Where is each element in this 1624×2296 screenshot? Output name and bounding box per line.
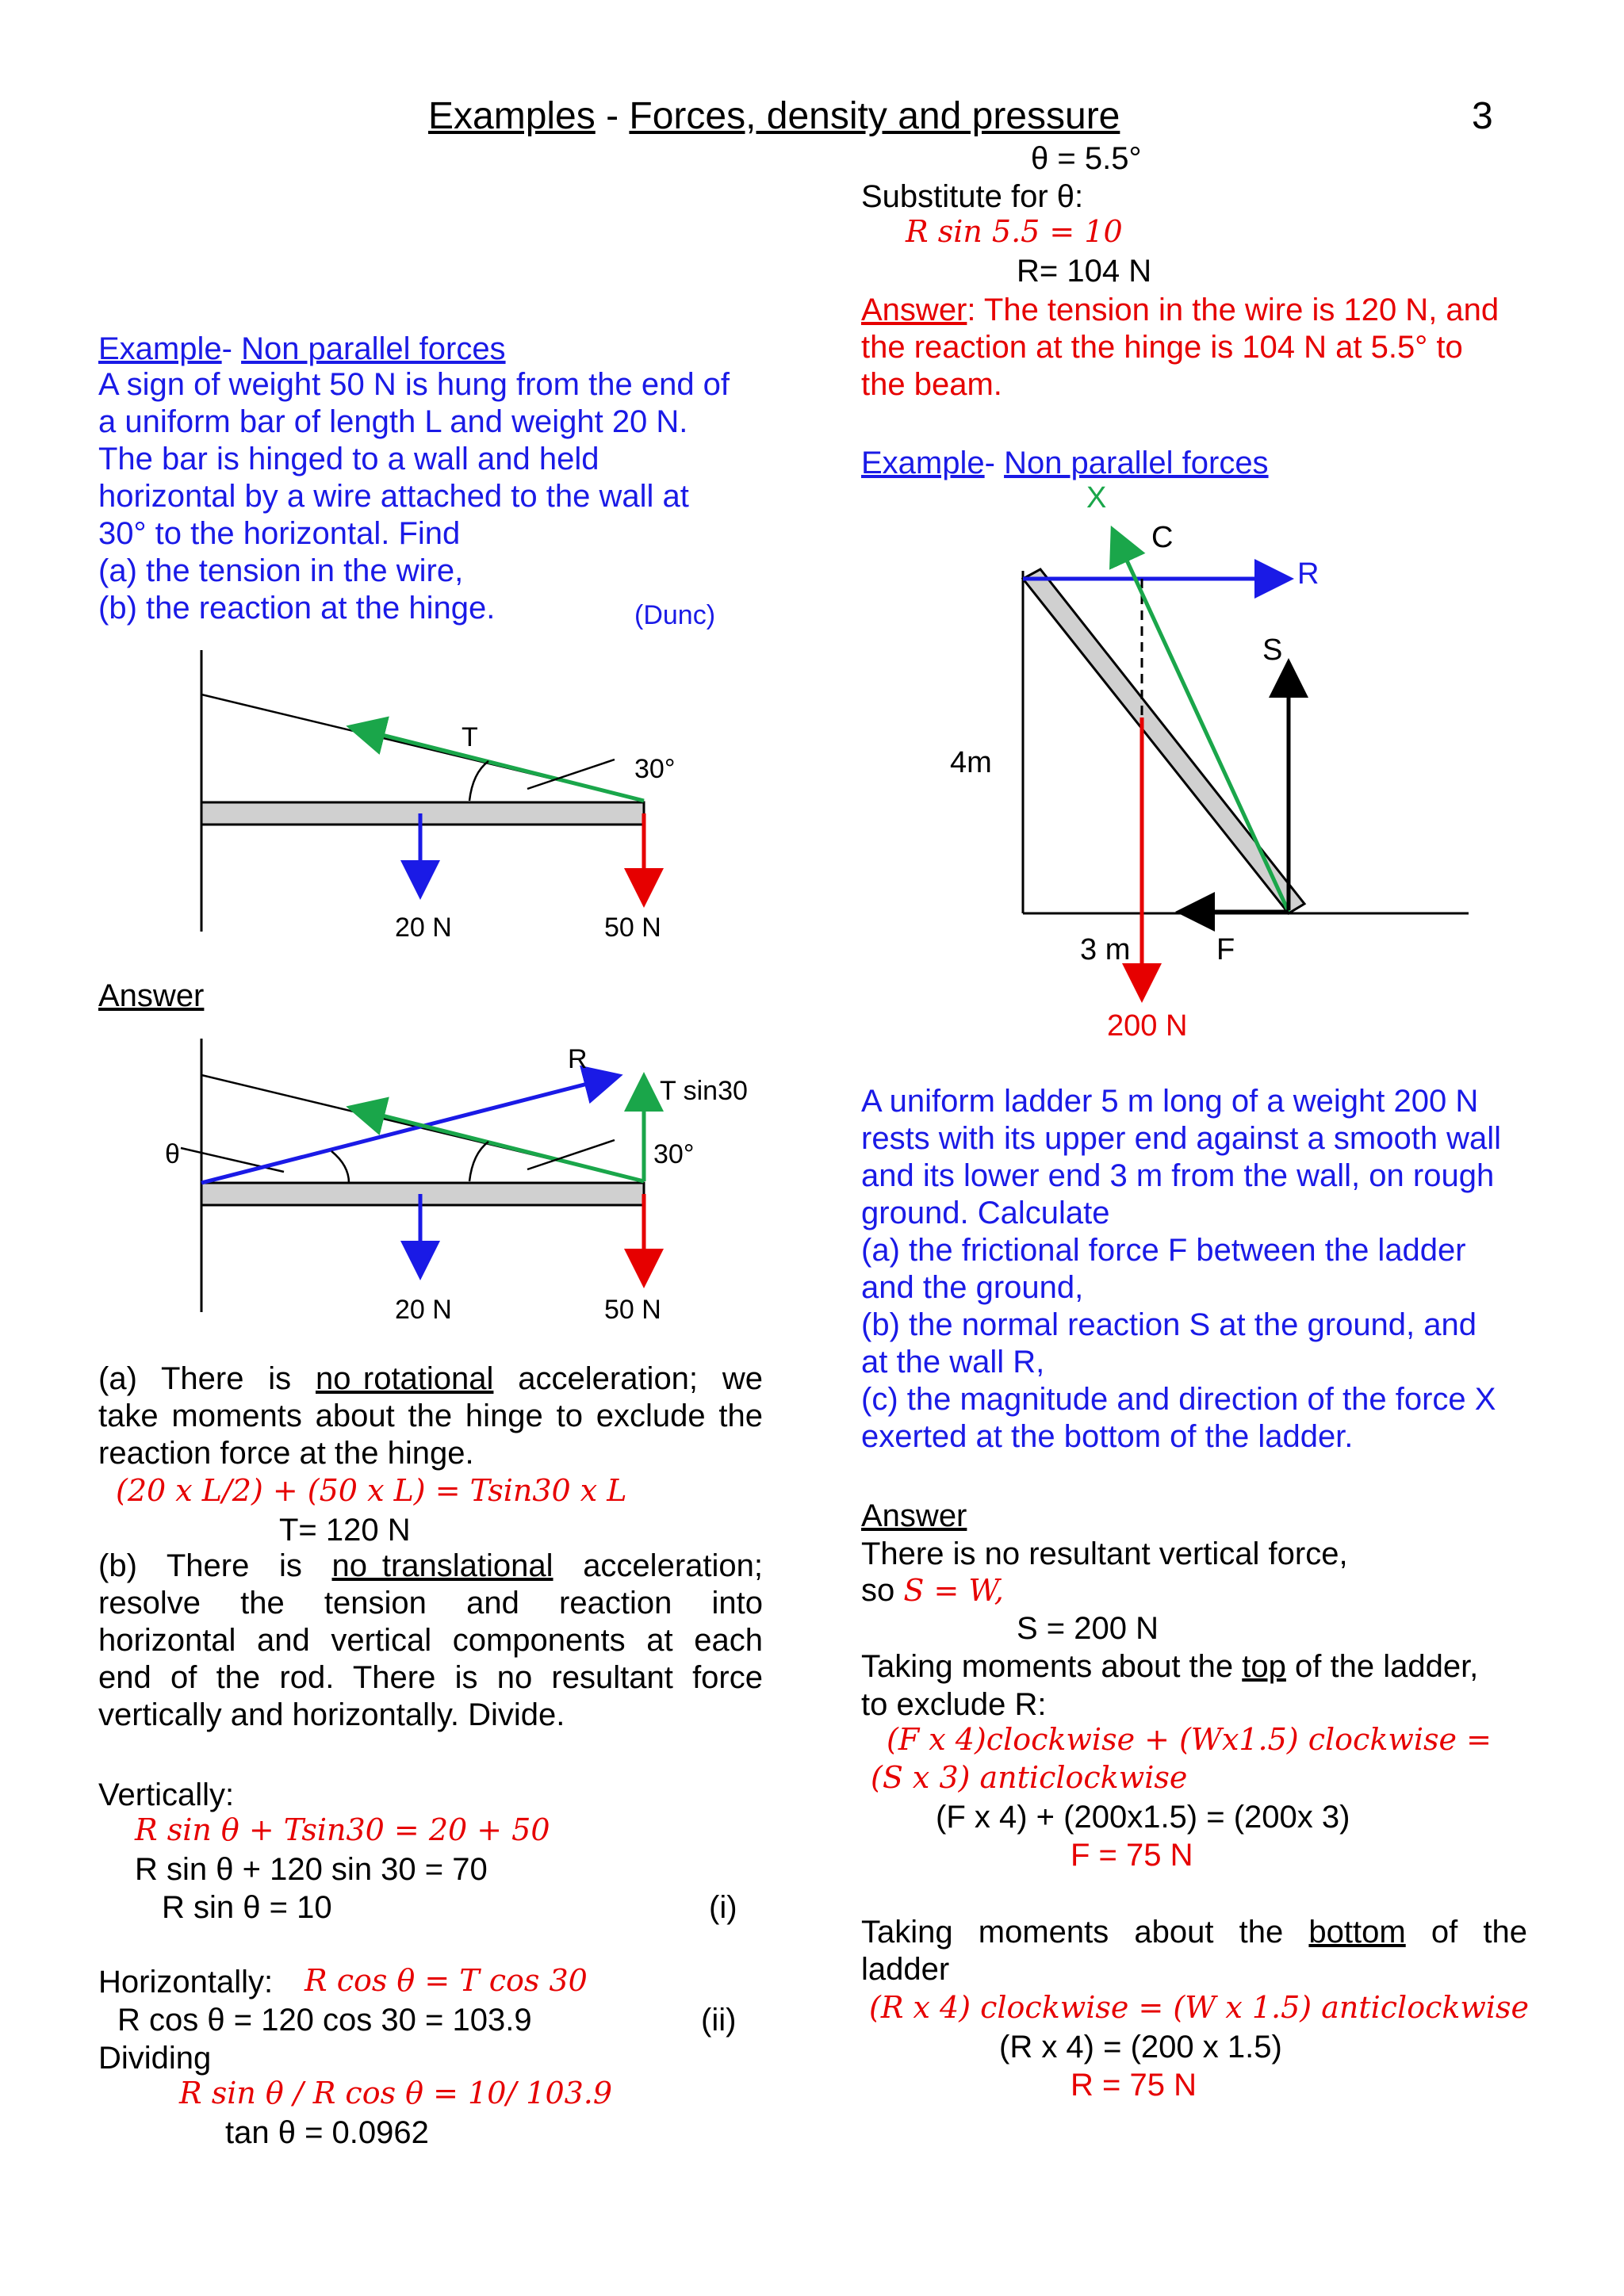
diagram1-group bbox=[201, 650, 644, 932]
ladder-word: ladder bbox=[861, 1952, 950, 1987]
example-label: Example bbox=[98, 331, 222, 366]
answer-label-text: Answer bbox=[98, 978, 205, 1013]
tension-label: T bbox=[462, 722, 478, 752]
title-part2: Forces, density and pressure bbox=[629, 95, 1120, 137]
answer-line-text: : The tension in the wire is 120 N, and bbox=[967, 293, 1500, 327]
part-a-line: (a) There is no rotational acceleration; we bbox=[98, 1361, 763, 1396]
moments-top-text-end: of the ladder, bbox=[1285, 1649, 1479, 1684]
angle-label-2: 30° bbox=[653, 1139, 695, 1169]
tension-result: T= 120 N bbox=[279, 1513, 411, 1548]
part-b-line: (b) There is no translational acceleration; bbox=[98, 1548, 763, 1583]
ladder-weight-label: 200 N bbox=[1107, 1009, 1188, 1043]
so-line bbox=[861, 1571, 1004, 1609]
part-a-text bbox=[98, 1360, 763, 1472]
weight-bar-label-2: 20 N bbox=[395, 1295, 452, 1325]
weight-sign-label: 50 N bbox=[604, 913, 661, 943]
problem-line: a uniform bar of length L and weight 20 N. bbox=[98, 404, 688, 439]
horizontal-equation: R cos θ = T cos 30 bbox=[304, 1963, 588, 1998]
reaction-arrow bbox=[201, 1077, 615, 1183]
vertical-substitution: R sin θ + 120 sin 30 = 70 bbox=[135, 1852, 488, 1887]
problem-line: exerted at the bottom of the ladder. bbox=[861, 1419, 1354, 1454]
bar bbox=[201, 802, 644, 825]
problem-line: (a) the tension in the wire, bbox=[98, 553, 464, 588]
source-citation: (Dunc) bbox=[634, 600, 716, 630]
label-ii: (ii) bbox=[701, 2003, 737, 2038]
weight-sign-label-2: 50 N bbox=[604, 1295, 661, 1325]
part-b-text bbox=[98, 1548, 763, 1734]
height-label: 4m bbox=[950, 746, 992, 779]
answer-text-right bbox=[861, 292, 1559, 404]
diagram3-group bbox=[1023, 533, 1469, 995]
moments-bottom-line bbox=[861, 1914, 1527, 1951]
vertical-result: R sin θ = 10 bbox=[162, 1890, 332, 1925]
problem-line: A uniform ladder 5 m long of a weight 200 N bbox=[861, 1084, 1479, 1119]
answer-label-left bbox=[98, 977, 204, 1015]
problem-text-right bbox=[861, 1083, 1559, 1456]
problem-line: (a) the frictional force F between the ladder bbox=[861, 1233, 1466, 1268]
problem-line: The bar is hinged to a wall and held bbox=[98, 442, 599, 476]
friction-label: F bbox=[1216, 933, 1235, 966]
problem-line: 30° to the horizontal. Find bbox=[98, 516, 461, 551]
part-b-line: vertically and horizontally. Divide. bbox=[98, 1697, 565, 1732]
angle-label: 30° bbox=[634, 754, 676, 784]
example-heading-right bbox=[861, 444, 1269, 482]
top-equation-2: (S x 3) anticlockwise bbox=[871, 1760, 1188, 1795]
angle-arc bbox=[469, 761, 488, 801]
wall-reaction-result: R = 75 N bbox=[1071, 2068, 1197, 2103]
vertical-equation: R sin θ + Tsin30 = 20 + 50 bbox=[135, 1812, 550, 1847]
wall-reaction-label: R bbox=[1297, 557, 1320, 591]
dividing-label: Dividing bbox=[98, 2041, 212, 2076]
problem-line: ground. Calculate bbox=[861, 1196, 1110, 1230]
bottom-substitution: (R x 4) = (200 x 1.5) bbox=[999, 2030, 1282, 2064]
base-label: 3 m bbox=[1080, 933, 1131, 966]
theta-arc bbox=[331, 1151, 349, 1183]
dividing-equation: R sin θ / R cos θ = 10/ 103.9 bbox=[179, 2076, 613, 2110]
moments-bottom-text-end: of the bbox=[1405, 1915, 1527, 1950]
substitute-label: Substitute for θ: bbox=[861, 179, 1084, 214]
moments-bottom-text: Taking moments about the bbox=[861, 1915, 1309, 1950]
top-equation-1: (F x 4)clockwise + (Wx1.5) clockwise = bbox=[887, 1722, 1492, 1757]
label-i: (i) bbox=[709, 1890, 737, 1925]
vertically-label: Vertically: bbox=[98, 1777, 235, 1812]
title-part1: Examples bbox=[428, 95, 596, 137]
moments-bottom-para bbox=[861, 1914, 1527, 1988]
moments-top-text: Taking moments about the bbox=[861, 1649, 1243, 1684]
title-separator: - bbox=[595, 95, 630, 137]
problem-line: (b) the reaction at the hinge. bbox=[98, 591, 496, 626]
theta-label: θ bbox=[165, 1139, 180, 1169]
moments-top-underlined: top bbox=[1242, 1649, 1286, 1684]
reaction-label: R bbox=[568, 1044, 588, 1074]
angle-arc-2 bbox=[469, 1142, 488, 1181]
moment-equation: (20 x L/2) + (50 x L) = Tsin30 x L bbox=[116, 1473, 627, 1508]
top-substitution: (F x 4) + (200x1.5) = (200x 3) bbox=[936, 1800, 1350, 1835]
problem-line: (b) the normal reaction S at the ground, and bbox=[861, 1307, 1477, 1342]
part-b-line: horizontal and vertical components at each bbox=[98, 1623, 763, 1658]
problem-line: and the ground, bbox=[861, 1270, 1084, 1305]
moments-bottom-underlined: bottom bbox=[1308, 1915, 1406, 1950]
tan-result: tan θ = 0.0962 bbox=[225, 2115, 429, 2150]
answer-label-right-2 bbox=[861, 1497, 967, 1535]
part-a-line: take moments about the hinge to exclude the bbox=[98, 1399, 763, 1433]
horizontally-label: Horizontally: bbox=[98, 1965, 274, 1999]
reaction-result: R= 104 N bbox=[1017, 254, 1152, 289]
answer-line: the reaction at the hinge is 104 N at 5.5° to bbox=[861, 330, 1463, 365]
problem-line: at the wall R, bbox=[861, 1345, 1045, 1380]
exclude-r-text: to exclude R: bbox=[861, 1687, 1047, 1722]
example-dash-right: - bbox=[984, 446, 1005, 480]
so-equation: S = W, bbox=[903, 1573, 1004, 1608]
example-topic-right: Non parallel forces bbox=[1004, 446, 1269, 480]
ladder bbox=[1023, 569, 1304, 913]
part-b-line: resolve the tension and reaction into bbox=[98, 1586, 763, 1621]
problem-line: A sign of weight 50 N is hung from the end of bbox=[98, 367, 730, 402]
so-prefix: so bbox=[861, 1573, 904, 1608]
answer-line bbox=[861, 292, 1559, 329]
moments-top-line bbox=[861, 1647, 1478, 1686]
answer-label-right: Answer bbox=[861, 293, 967, 327]
page-number: 3 bbox=[1472, 95, 1493, 137]
theta-ref-line bbox=[181, 1148, 284, 1172]
answer-line: the beam. bbox=[861, 367, 1002, 402]
s-result: S = 200 N bbox=[1017, 1611, 1159, 1646]
problem-line: (c) the magnitude and direction of the force X bbox=[861, 1382, 1496, 1417]
no-resultant-text: There is no resultant vertical force, bbox=[861, 1536, 1348, 1571]
point-c-label: C bbox=[1151, 521, 1174, 554]
example-dash: - bbox=[221, 331, 242, 366]
example-topic: Non parallel forces bbox=[241, 331, 506, 366]
answer2-label-text: Answer bbox=[861, 1498, 967, 1533]
diagram2-group bbox=[181, 1039, 644, 1312]
problem-line: and its lower end 3 m from the wall, on rough bbox=[861, 1158, 1495, 1193]
substitute-equation: R sin 5.5 = 10 bbox=[906, 214, 1123, 249]
theta-result: θ = 5.5° bbox=[1031, 141, 1142, 176]
normal-s-label: S bbox=[1262, 633, 1283, 667]
force-x-label: X bbox=[1086, 481, 1107, 515]
tsin30-label: T sin30 bbox=[660, 1076, 748, 1106]
weight-bar-label: 20 N bbox=[395, 913, 452, 943]
bar-2 bbox=[201, 1183, 644, 1205]
horizontal-substitution: R cos θ = 120 cos 30 = 103.9 bbox=[117, 2003, 532, 2038]
example-label-right: Example bbox=[861, 446, 985, 480]
problem-line: horizontal by a wire attached to the wall at bbox=[98, 479, 689, 514]
bottom-equation: (R x 4) clockwise = (W x 1.5) anticlockwise bbox=[869, 1990, 1530, 2025]
problem-line: rests with its upper end against a smooth wall bbox=[861, 1121, 1502, 1156]
part-a-line: reaction force at the hinge. bbox=[98, 1436, 474, 1471]
friction-result: F = 75 N bbox=[1071, 1838, 1193, 1873]
part-b-line: end of the rod. There is no resultant force bbox=[98, 1660, 763, 1695]
